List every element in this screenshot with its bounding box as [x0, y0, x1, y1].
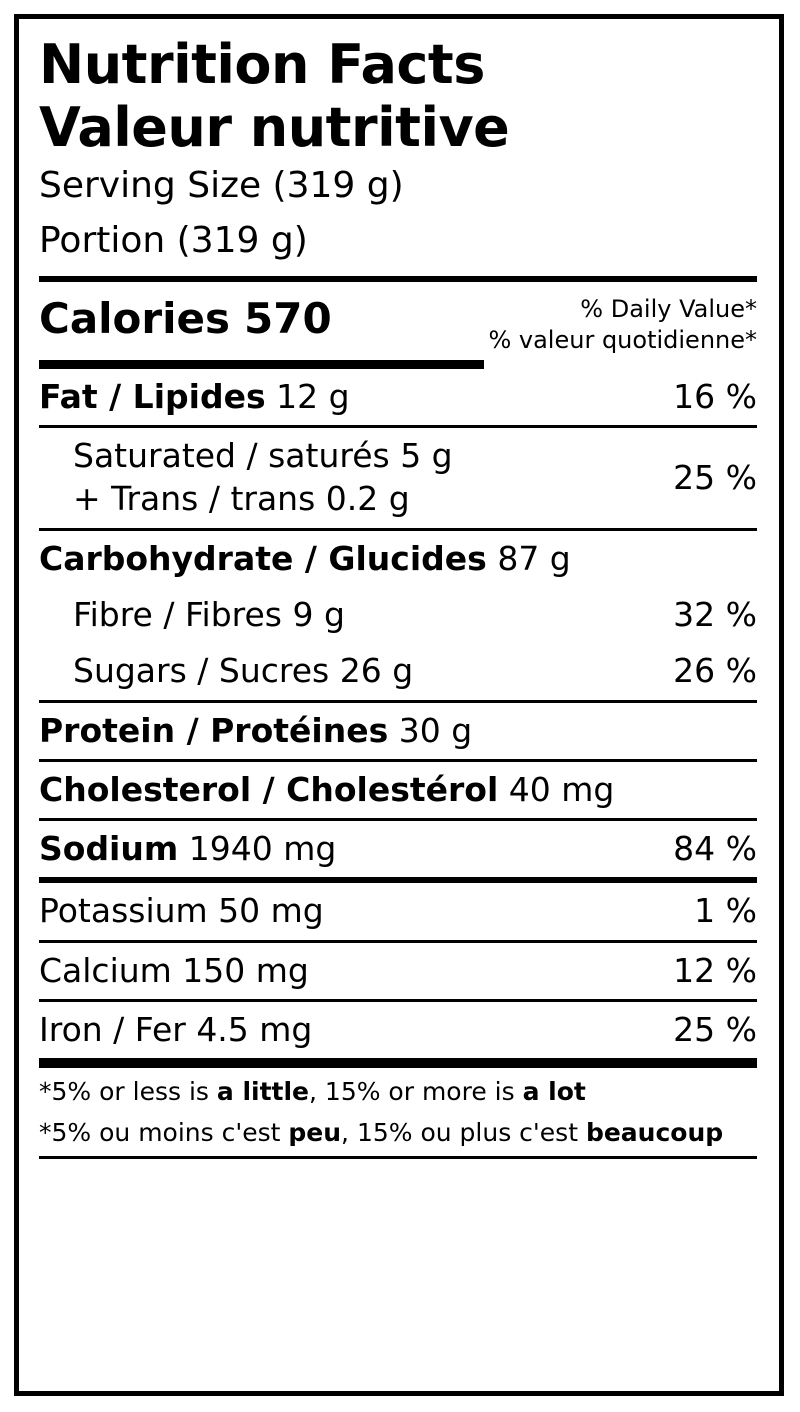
nutrient-row-iron: [39, 1002, 757, 1058]
footnote-english-part1: *5% or less is: [39, 1077, 217, 1107]
nutrient-name-bold: Sodium: [39, 829, 179, 869]
nutrient-daily-value: 25 %: [673, 457, 757, 497]
nutrient-row-carbohydrate: [39, 531, 757, 587]
nutrient-daily-value: 84 %: [673, 829, 757, 869]
divider-above-footnote: [39, 1058, 757, 1068]
nutrient-row-sugars: [39, 643, 757, 699]
nutrient-name-bold: Cholesterol / Cholestérol: [39, 769, 499, 809]
footnote-english-bold1: a little: [216, 1077, 310, 1107]
nutrient-daily-value: 26 %: [673, 651, 757, 691]
nutrient-row-potassium: [39, 883, 757, 939]
nutrient-name: [39, 376, 350, 418]
nutrient-amount: 40 mg: [498, 769, 615, 809]
nutrient-row-saturated-trans: [39, 428, 757, 528]
title-english: Nutrition Facts: [39, 33, 485, 96]
calories-underline: [39, 360, 484, 369]
nutrient-name-trans: + Trans / trans 0.2 g: [73, 479, 410, 519]
footnote-english-part2: , 15% or more is: [309, 1077, 523, 1107]
nutrient-name-bold: Protein / Protéines: [39, 710, 389, 750]
daily-value-header-english: % Daily Value*: [580, 294, 757, 323]
footnote-french: [39, 1109, 757, 1156]
nutrient-name-bold: Carbohydrate / Glucides: [39, 538, 487, 578]
nutrient-row-protein: [39, 703, 757, 759]
nutrient-daily-value: 32 %: [673, 595, 757, 635]
nutrient-amount: 1940 mg: [178, 829, 337, 869]
nutrient-name: Calcium 150 mg: [39, 950, 309, 990]
title-french: Valeur nutritive: [39, 95, 510, 159]
calories-block: [39, 290, 332, 343]
footnote-english-bold2: a lot: [522, 1077, 586, 1107]
nutrient-amount: 30 g: [388, 710, 473, 750]
nutrient-daily-value: 12 %: [673, 950, 757, 990]
nutrient-name-bold: Fat / Lipides: [39, 376, 266, 416]
nutrient-daily-value: 25 %: [673, 1009, 757, 1049]
nutrient-daily-value: 16 %: [673, 376, 757, 416]
calories-row: [39, 290, 757, 356]
nutrient-name-saturated: Saturated / saturés 5 g: [73, 436, 453, 476]
serving-size-english: Serving Size (319 g): [39, 165, 404, 207]
footnote-french-bold1: peu: [288, 1117, 342, 1147]
nutrient-name: Sugars / Sucres 26 g: [73, 651, 414, 691]
footnote-english: [39, 1068, 757, 1109]
nutrition-facts-content: [39, 31, 757, 1159]
nutrient-name: [39, 435, 453, 521]
divider-bottom: [39, 1156, 757, 1159]
nutrient-row-calcium: [39, 943, 757, 999]
nutrient-daily-value: 1 %: [694, 891, 757, 931]
footnote-french-part1: *5% ou moins c'est: [39, 1117, 289, 1147]
nutrient-amount: 12 g: [265, 376, 350, 416]
nutrient-name: [39, 828, 336, 870]
nutrient-row-cholesterol: [39, 762, 757, 818]
nutrient-amount: 87 g: [486, 538, 571, 578]
serving-size-french: Portion (319 g): [39, 219, 308, 261]
nutrient-row-fat: [39, 369, 757, 425]
nutrient-name: Fibre / Fibres 9 g: [73, 595, 345, 635]
spacer: [39, 266, 757, 276]
calories-label: Calories: [39, 293, 231, 343]
nutrient-row-fibre: [39, 587, 757, 643]
nutrient-name: [39, 538, 571, 580]
footnote-french-bold2: beaucoup: [585, 1117, 724, 1147]
divider-above-calories: [39, 276, 757, 282]
nutrition-facts-panel: [14, 14, 784, 1396]
calories-value: 570: [244, 293, 332, 343]
nutrient-name: [39, 710, 472, 752]
nutrient-row-sodium: [39, 821, 757, 877]
footnote-french-part2: , 15% ou plus c'est: [341, 1117, 586, 1147]
nutrient-name: Potassium 50 mg: [39, 891, 324, 931]
nutrient-name: Iron / Fer 4.5 mg: [39, 1009, 313, 1049]
daily-value-header-french: % valeur quotidienne*: [488, 325, 757, 354]
daily-value-header: [488, 290, 757, 356]
nutrient-name: [39, 769, 614, 811]
